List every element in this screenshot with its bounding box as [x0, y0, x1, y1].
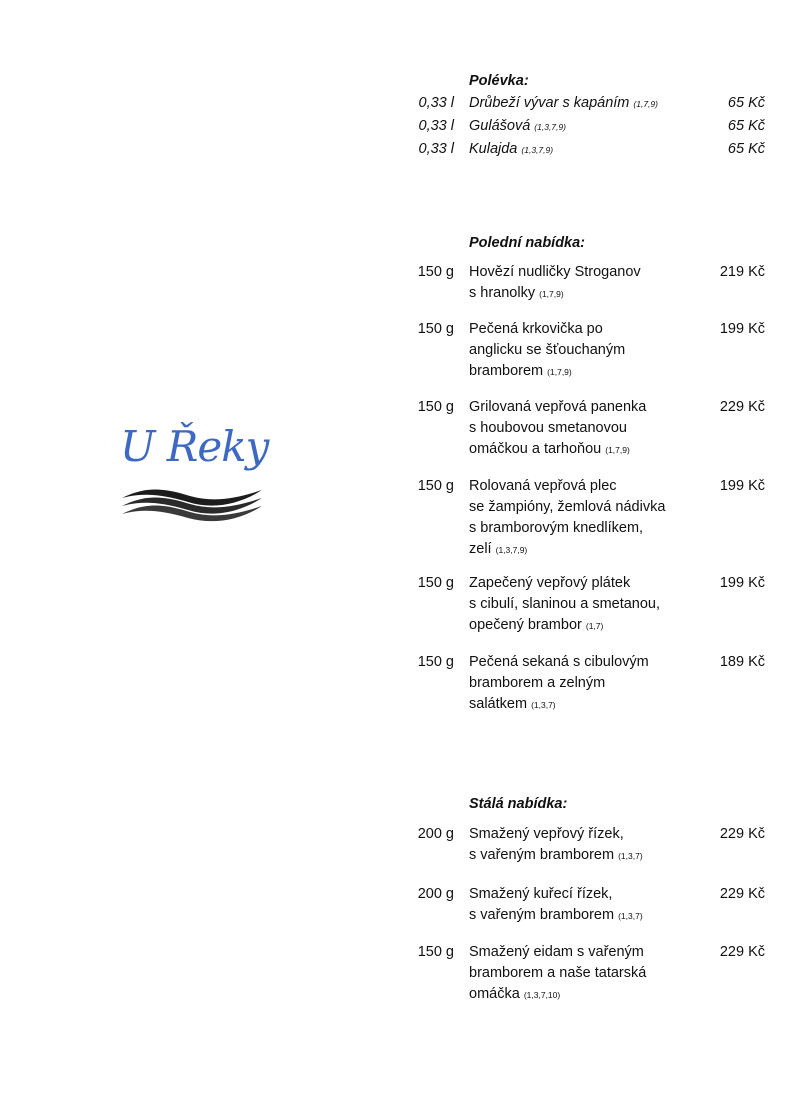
item-name: Smažený kuřecí řízek, s vařeným bramborem	[469, 886, 615, 923]
item-quantity: 150 g	[417, 321, 454, 337]
item-quantity: 150 g	[417, 654, 454, 670]
item-price: 65 Kč	[727, 95, 765, 111]
item-price: 229 Kč	[719, 944, 765, 960]
item-allergens: (1,3,7,10)	[523, 990, 561, 1000]
item-allergens: (1,3,7,9)	[521, 145, 554, 155]
item-quantity: 150 g	[417, 944, 454, 960]
item-name: Grilovaná vepřová panenka s houbovou smetanovou omáčkou a tarhoňou	[469, 399, 647, 457]
item-name: Gulášová	[469, 118, 531, 134]
item-quantity: 0,33 l	[418, 141, 454, 157]
item-price: 219 Kč	[719, 264, 765, 280]
lunch-title: Polední nabídka:	[469, 235, 586, 251]
item-quantity: 0,33 l	[418, 95, 454, 111]
item-allergens: (1,7,9)	[539, 289, 564, 299]
item-name: Kulajda	[469, 141, 518, 157]
item-quantity: 200 g	[417, 886, 454, 902]
item-name: Pečená krkovička po anglicku se šťouchaným bramborem	[469, 321, 626, 379]
item-name: Zapečený vepřový plátek s cibulí, slaninou a smetanou, opečený brambor	[469, 575, 661, 633]
logo	[116, 420, 268, 530]
item-name: Smažený eidam s vařeným bramborem a naše tatarská omáčka	[469, 944, 647, 1002]
item-allergens: (1,7)	[585, 621, 604, 631]
item-name: Hovězí nudličky Stroganov s hranolky	[469, 264, 641, 301]
item-allergens: (1,3,7,9)	[495, 545, 528, 555]
item-price: 199 Kč	[719, 321, 765, 337]
item-price: 229 Kč	[719, 399, 765, 415]
item-allergens: (1,3,7)	[531, 700, 556, 710]
item-name: Drůbeží vývar s kapáním	[469, 95, 630, 111]
item-price: 199 Kč	[719, 575, 765, 591]
item-quantity: 150 g	[417, 264, 454, 280]
item-price: 229 Kč	[719, 826, 765, 842]
item-price: 189 Kč	[719, 654, 765, 670]
item-allergens: (1,3,7,9)	[534, 122, 566, 132]
standing-title: Stálá nabídka:	[469, 796, 568, 812]
item-name: Smažený vepřový řízek, s vařeným bramborem	[469, 826, 624, 863]
item-quantity: 0,33 l	[418, 118, 454, 134]
item-quantity: 150 g	[417, 399, 454, 415]
item-allergens: (1,3,7)	[618, 911, 643, 921]
logo-text: U Řeky	[120, 422, 269, 471]
soup-title: Polévka:	[469, 73, 529, 89]
item-price: 65 Kč	[727, 141, 765, 157]
item-name: Pečená sekaná s cibulovým bramborem a zelným salátkem	[469, 654, 649, 712]
item-quantity: 150 g	[417, 478, 454, 494]
item-price: 65 Kč	[727, 118, 765, 134]
item-quantity: 200 g	[417, 826, 454, 842]
item-price: 229 Kč	[719, 886, 765, 902]
item-allergens: (1,7,9)	[633, 99, 658, 109]
item-quantity: 150 g	[417, 575, 454, 591]
item-name: Rolovaná vepřová plec se žampióny, žemlová nádivka s bramborovým knedlíkem, zelí	[469, 478, 666, 557]
item-allergens: (1,3,7)	[618, 851, 643, 861]
logo-waves-icon	[116, 480, 268, 524]
item-price: 199 Kč	[719, 478, 765, 494]
item-allergens: (1,7,9)	[547, 367, 572, 377]
item-allergens: (1,7,9)	[605, 445, 630, 455]
